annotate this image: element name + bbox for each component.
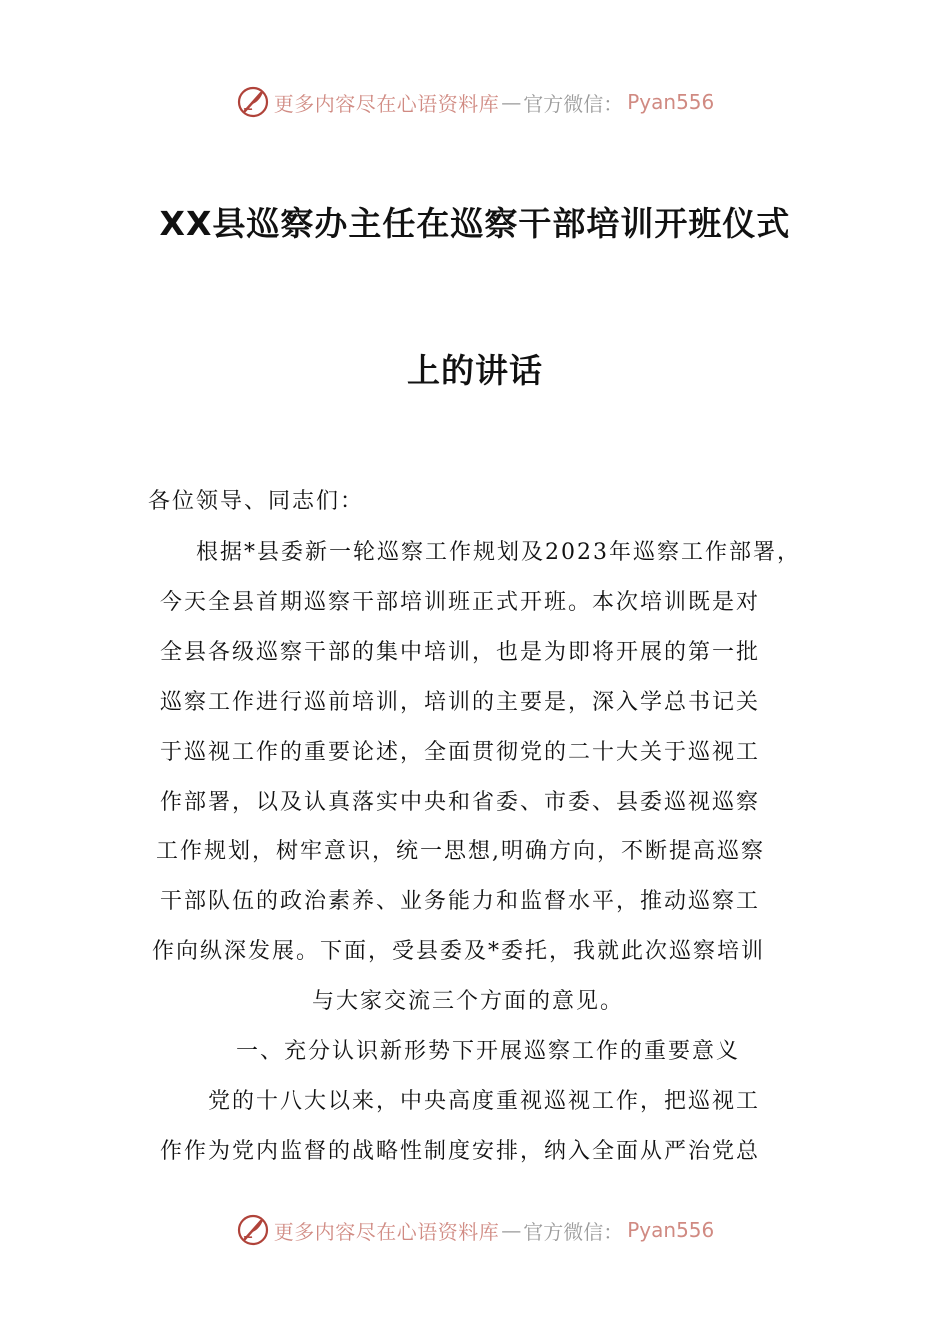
greeting: 各位领导、同志们： — [148, 489, 365, 514]
document-title-line2: 上的讲话 — [407, 351, 543, 390]
paragraph2-line: 党的十八大以来，中央高度重视巡视工作，把巡视工 — [208, 1089, 761, 1114]
paragraph1-line: 工作规划，树牢意识，统一思想,明确方向，不断提高巡察 — [156, 839, 765, 864]
quill-logo-icon — [236, 85, 270, 119]
watermark-label: 官方微信： — [523, 91, 624, 116]
section-heading-1: 一、充分认识新形势下开展巡察工作的重要意义 — [236, 1039, 741, 1064]
paragraph1-line: 与大家交流三个方面的意见。 — [312, 989, 625, 1014]
watermark-wechat-id: Pyan556 — [627, 1218, 715, 1242]
paragraph1-line: 今天全县首期巡察干部培训班正式开班。本次培训既是对 — [160, 590, 761, 615]
paragraph1-line: 全县各级巡察干部的集中培训，也是为即将开展的第一批 — [160, 640, 761, 665]
watermark-wechat-id: Pyan556 — [627, 90, 715, 114]
paragraph1-line: 作向纵深发展。下面，受县委及*委托，我就此次巡察培训 — [152, 939, 766, 964]
watermark-text: 更多内容尽在心语资料库 — [273, 1219, 500, 1244]
paragraph1-line: 于巡视工作的重要论述，全面贯彻党的二十大关于巡视工 — [160, 740, 761, 765]
paragraph1-line: 干部队伍的政治素养、业务能力和监督水平，推动巡察工 — [160, 889, 761, 914]
watermark-header — [0, 82, 950, 122]
paragraph1-line: 巡察工作进行巡前培训，培训的主要是，深入学总书记关 — [160, 690, 761, 715]
paragraph2-line: 作作为党内监督的战略性制度安排，纳入全面从严治党总 — [160, 1139, 761, 1164]
watermark-footer — [0, 1210, 950, 1250]
watermark-dash: — — [501, 90, 522, 114]
paragraph1-line: 作部署，以及认真落实中央和省委、市委、县委巡视巡察 — [160, 790, 761, 815]
quill-logo-icon — [236, 1213, 270, 1247]
document-title-line1: XX县巡察办主任在巡察干部培训开班仪式 — [159, 204, 791, 243]
watermark-dash: — — [501, 1218, 522, 1242]
paragraph1-line: 根据*县委新一轮巡察工作规划及2023年巡察工作部署， — [196, 540, 801, 565]
watermark-text: 更多内容尽在心语资料库 — [273, 91, 500, 116]
watermark-label: 官方微信： — [523, 1219, 624, 1244]
